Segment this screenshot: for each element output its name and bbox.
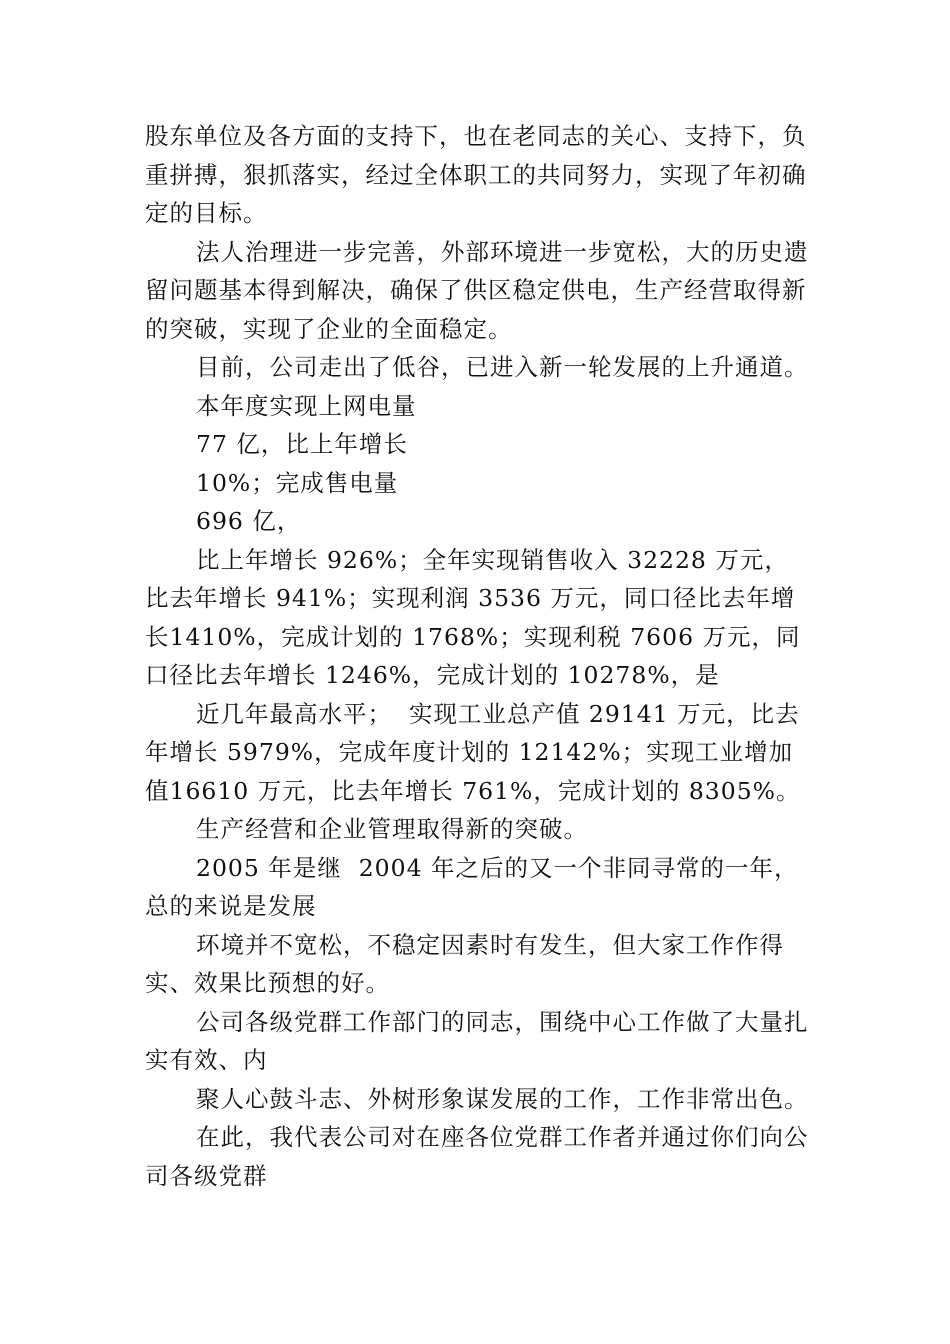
paragraph-4: 本年度实现上网电量 [196,391,417,420]
paragraph-3: 目前，公司走出了低谷，已进入新一轮发展的上升通道。 [196,353,809,381]
paragraph-2: 法人治理进一步完善，外部环境进一步宽松，大的历史遗留问题基本得到解决，确保了供区稳定供电，生产经营取得新的突破，实现了企业的全面稳定。 [145,237,809,343]
paragraph-8: 比上年增长 926%；全年实现销售收入 32228 万元，比去年增长 941%；实现利润 3536 万元，同口径比去年增长1410%，完成计划的 1768%；实现利税 7606 万元，同口径比去年增长 1246%，完成计划的 10278%，是 [145,545,801,689]
paragraph-12: 环境并不宽松，不稳定因素时有发生，但大家工作作得实、效果比预想的好。 [145,930,784,997]
paragraph-9: 近几年最高水平； 实现工业总产值 29141 万元，比去年增长 5979%，完成年度计划的 12142%；实现工业增加值16610 万元，比去年增长 761%，完成计划的 8305%。 [145,699,801,805]
paragraph-5: 77 亿，比上年增长 [196,430,408,458]
paragraph-7: 696 亿， [196,507,302,535]
paragraph-10: 生产经营和企业管理取得新的突破。 [196,815,588,843]
paragraph-6: 10%；完成售电量 [196,468,399,497]
paragraph-14: 聚人心鼓斗志、外树形象谋发展的工作，工作非常出色。 [196,1084,809,1113]
paragraph-1: 股东单位及各方面的支持下，也在老同志的关心、支持下，负重拼搏，狠抓落实，经过全体职工的共同努力，实现了年初确定的目标。 [145,122,807,227]
paragraph-15: 在此，我代表公司对在座各位党群工作者并通过你们向公司各级党群 [145,1123,809,1190]
paragraph-11: 2005 年是继 2004 年之后的又一个非同寻常的一年，总的来说是发展 [145,853,799,920]
document-page [145,117,810,1195]
paragraph-13: 公司各级党群工作部门的同志，围绕中心工作做了大量扎实有效、内 [145,1007,809,1074]
